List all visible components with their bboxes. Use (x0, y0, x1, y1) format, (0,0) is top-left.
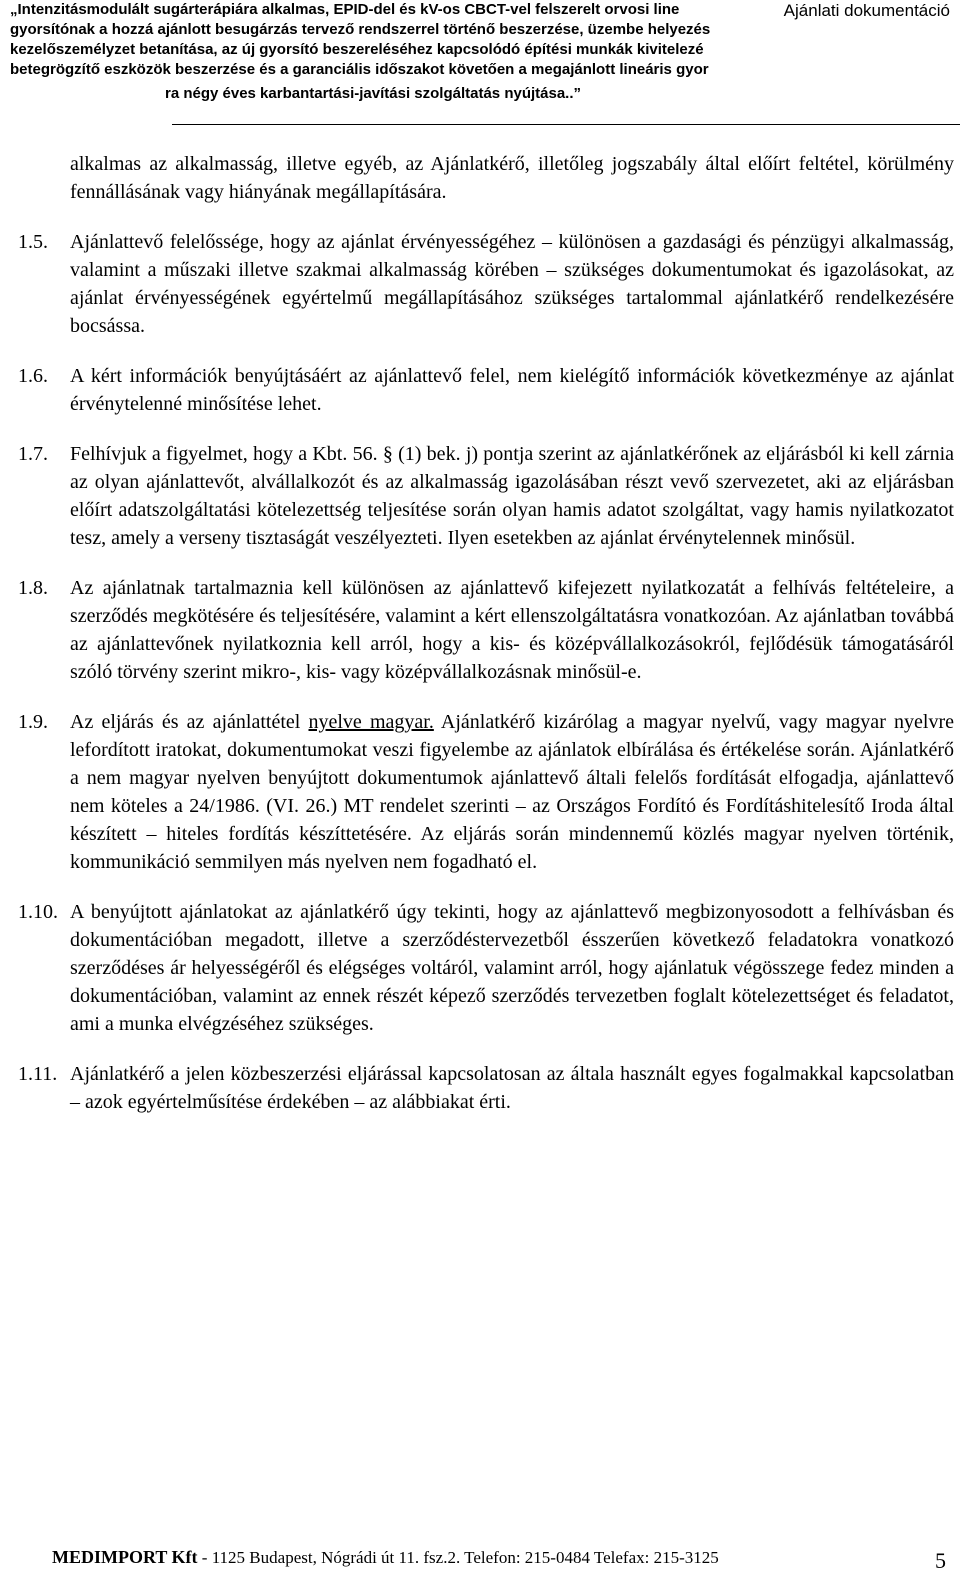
clause-text: A benyújtott ajánlatokat az ajánlatkérő úgy tekinti, hogy az ajánlattevő megbizonyosodott a felhívásban és dokumentációban megadott, illetve a szerződéstervezetből ésszerűen következő feladatokra vonatkozó szerződéses ár helyességéről és elégséges voltáról, valamint arról, hogy ajánlatuk végösszege fedez minden a dokumentációban, valamint az ennek részét képező szerződés tervezetben foglalt kötelezettséget és feladatot, ami a munka elvégzéséhez szükséges. (70, 901, 954, 1035)
document-type-label: Ajánlati dokumentáció (783, 1, 950, 20)
clause-text: Az ajánlatnak tartalmaznia kell különösen az ajánlattevő kifejezett nyilatkozatát a felhívás feltételeire, a szerződés megkötésére és teljesítésére, valamint a kért ellenszolgáltatásra vonatkozóan. Az ajánlatban továbbá az ajánlattevőnek nyilatkoznia kell arról, hogy a kis- és középvállalkozásokról, fejlődésük támogatásáról szóló törvény szerint mikro-, kis- vagy középvállalkozásnak minősül-e. (70, 577, 954, 683)
page-header (0, 0, 960, 128)
tender-title-line: ra négy éves karbantartási-javítási szolgáltatás nyújtása..” (164, 85, 582, 102)
clause-text-lead: Az eljárás és az ajánlattétel (70, 711, 309, 733)
tender-title-line: gyorsítónak a hozzá ajánlott besugárzás tervező rendszerrel történő beszerzése, üzembe helyezés (10, 21, 711, 38)
clause-1-5 (18, 228, 954, 340)
company-name: MEDIMPORT Kft (52, 1547, 198, 1567)
clause-1-11 (18, 1060, 954, 1116)
clause-number: 1.9. (18, 711, 48, 733)
clause-number: 1.5. (18, 231, 48, 253)
tender-title-line: „Intenzitásmodulált sugárterápiára alkalmas, EPID-del és kV-os CBCT-vel felszerelt orvosi line (10, 1, 680, 18)
tender-title (10, 0, 736, 104)
clause-1-7 (18, 440, 954, 552)
header-divider (172, 124, 960, 125)
clause-text: A kért információk benyújtásáért az ajánlattevő felel, nem kielégítő információk következménye az ajánlat érvénytelenné minősítése lehet. (70, 365, 954, 415)
clause-1-8 (18, 574, 954, 686)
clause-number: 1.6. (18, 365, 48, 387)
clause-text-rest: Ajánlatkérő kizárólag a magyar nyelvű, vagy magyar nyelvre lefordított iratokat, dokumentumokat veszi figyelembe az ajánlatok elbírálása és értékelése során. Ajánlatkérő a nem magyar nyelven benyújtott dokumentumok ajánlattevő általi felelős fordítását elfogadja, ajánlattevő nem köteles a 24/1986. (VI. 26.) MT rendelet szerinti – az Országos Fordító és Fordításhitelesítő Iroda által készített – hiteles fordítás készíttetésére. Az eljárás során mindennemű közlés magyar nyelven történik, kommunikáció semmilyen más nyelven nem fogadható el. (70, 711, 954, 873)
clause-number: 1.10. (18, 901, 58, 923)
clause-1-10 (18, 898, 954, 1038)
page-number: 5 (935, 1548, 946, 1573)
clause-number: 1.7. (18, 443, 48, 465)
document-body (18, 150, 954, 1116)
clause-text: Felhívjuk a figyelmet, hogy a Kbt. 56. § (1) bek. j) pontja szerint az ajánlatkérőnek az eljárásból ki kell zárnia az olyan ajánlattevőt, alvállalkozót és az alkalmasság igazolásában részt vevő szervezetet, aki az eljárásban előírt adatszolgáltatási kötelezettség teljesítése során olyan hamis adatot szolgáltat, vagy hamis nyilatkozatot tesz, amely a verseny tisztaságát veszélyezteti. Ilyen esetekben az ajánlat érvénytelennek minősül. (70, 443, 954, 549)
underlined-language-phrase: nyelve magyar. (308, 711, 434, 733)
clause-text (70, 708, 954, 876)
tender-title-line: betegrögzítő eszközök beszerzése és a garanciális időszakot követően a megajánlott lineáris gyor (10, 61, 709, 78)
clause-1-6 (18, 362, 954, 418)
clause-text: Ajánlattevő felelőssége, hogy az ajánlat érvényességéhez – különösen a gazdasági és pénzügyi alkalmasság, valamint a műszaki illetve szakmai alkalmasság körében – szükséges dokumentumokat és igazolásokat, az ajánlat érvényességének egyértelmű megállapításához szükséges tartalommal ajánlatkérő rendelkezésére bocsássa. (70, 231, 954, 337)
tender-title-line: kezelőszemélyzet betanítása, az új gyorsító beszereléséhez kapcsolódó építési munkák kivitelezé (10, 41, 704, 58)
clause-number: 1.8. (18, 577, 48, 599)
continuation-paragraph: alkalmas az alkalmasság, illetve egyéb, az Ajánlatkérő, illetőleg jogszabály által előírt feltétel, körülmény fennállásának vagy hiányának megállapítására. (70, 153, 954, 203)
company-contact: - 1125 Budapest, Nógrádi út 11. fsz.2. Telefon: 215-0484 Telefax: 215-3125 (197, 1548, 719, 1567)
clause-number: 1.11. (18, 1063, 58, 1085)
page-footer (52, 1546, 872, 1569)
clause-text: Ajánlatkérő a jelen közbeszerzési eljárással kapcsolatosan az általa használt egyes fogalmakkal kapcsolatban – azok egyértelműsítése érdekében – az alábbiakat érti. (70, 1063, 954, 1113)
clause-1-9 (18, 708, 954, 876)
